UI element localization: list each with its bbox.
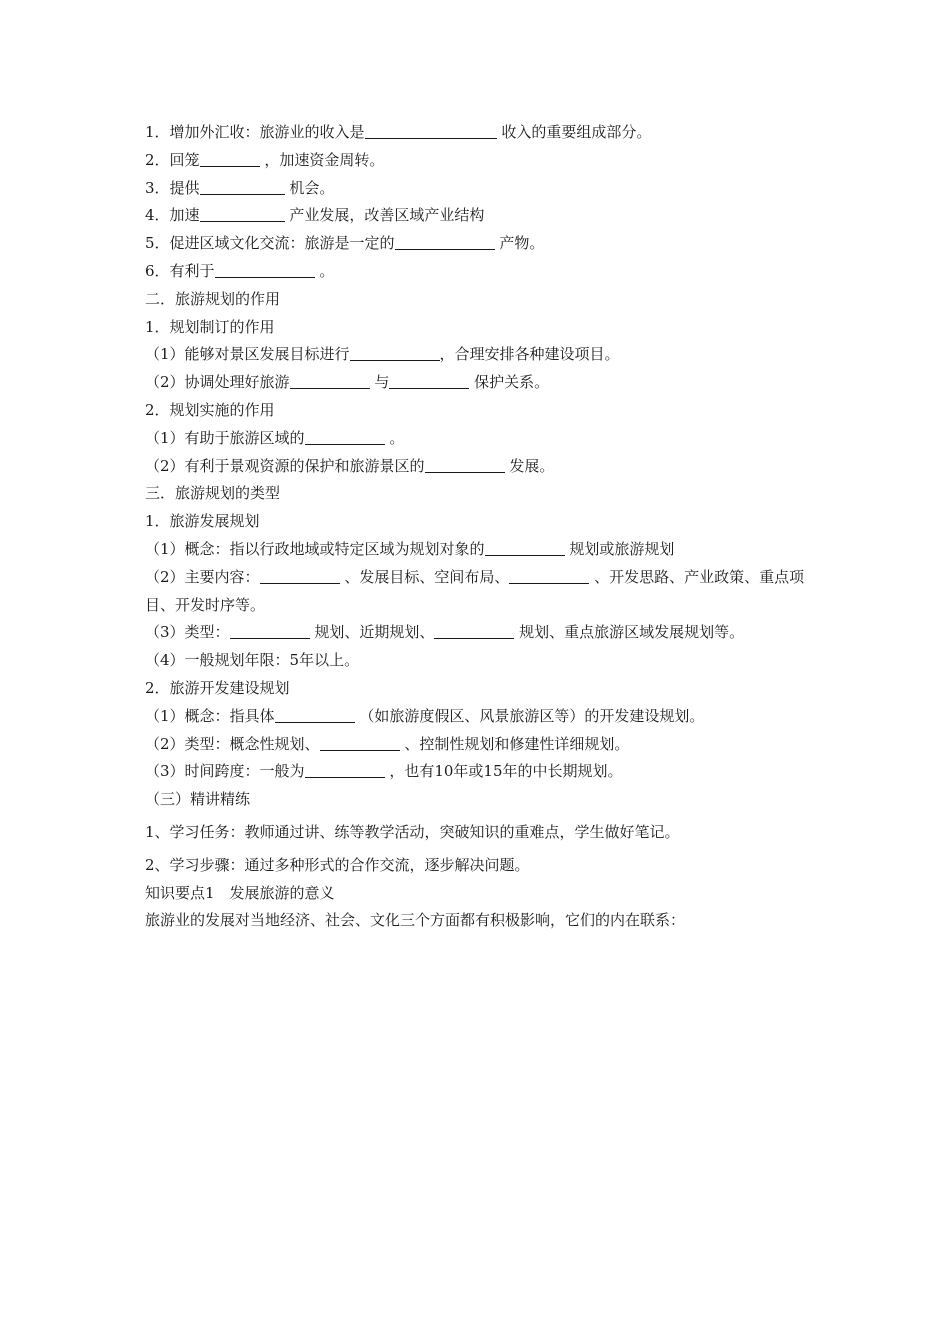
point-text-end: 。: [384, 428, 405, 447]
fill-blank[interactable]: [320, 733, 400, 751]
item-5: [145, 230, 825, 258]
point-text: （3）类型：: [145, 623, 230, 642]
item-1-text-end: 收入的重要组成部分。: [496, 123, 652, 141]
item-3-text-end: 机会。: [284, 178, 335, 197]
item-4-text-end: 产业发展，改善区域产业结构: [284, 206, 485, 225]
item-5-text-end: 产物。: [494, 234, 545, 253]
point-text: （1）概念：指以行政地域或特定区域为规划对象的: [145, 539, 485, 558]
section-2-point-1: [145, 341, 825, 369]
point-text-end: 、开发思路、产业政策、重点项目、开发时序等。: [145, 567, 805, 614]
point-text: （1）概念：指具体: [145, 706, 275, 725]
item-2-text-end: ，加速资金周转。: [259, 150, 385, 169]
item-4-text: 4．加速: [145, 206, 200, 225]
point-text-mid: 规划、近期规划、: [309, 623, 435, 642]
point-text-end: （如旅游度假区、风景旅游区等）的开发建设规划。: [354, 706, 705, 725]
item-6-text: 6．有利于: [145, 261, 215, 280]
fill-blank[interactable]: [305, 760, 385, 778]
fill-blank[interactable]: [275, 705, 355, 723]
point-text: （2）主要内容：: [145, 567, 260, 586]
section-3-point-5: [145, 703, 825, 731]
item-2-text: 2．回笼: [145, 150, 200, 169]
item-6: [145, 258, 825, 286]
section-3-point-1: [145, 536, 825, 564]
section-3-point-4: （4）一般规划年限：5年以上。: [145, 651, 360, 670]
fill-blank[interactable]: [260, 566, 340, 584]
point-text: （1）能够对景区发展目标进行: [145, 345, 350, 364]
section-3-heading: 三．旅游规划的类型: [145, 484, 281, 503]
fill-blank[interactable]: [230, 621, 310, 639]
section-3-point-7: [145, 758, 825, 786]
item-6-text-end: 。: [314, 261, 335, 280]
section-2-point-2: [145, 369, 825, 397]
section-4-heading: （三）精讲精练: [145, 790, 251, 809]
fill-blank[interactable]: [509, 566, 589, 584]
item-1: [145, 119, 825, 147]
fill-blank[interactable]: [305, 427, 385, 445]
fill-blank[interactable]: [485, 538, 565, 556]
fill-blank[interactable]: [434, 621, 514, 639]
point-text-end: 、控制性规划和修建性详细规划。: [399, 734, 630, 753]
point-text-end: 规划或旅游规划: [564, 539, 675, 558]
section-3-sub-2: 2．旅游开发建设规划: [145, 678, 290, 697]
section-2-sub-2: 2．规划实施的作用: [145, 400, 275, 419]
section-3-sub-1: 1．旅游发展规划: [145, 512, 260, 531]
knowledge-point-intro: 旅游业的发展对当地经济、社会、文化三个方面都有积极影响，它们的内在联系：: [145, 911, 686, 930]
point-text: （3）时间跨度：一般为: [145, 762, 305, 781]
item-1-text: 1．增加外汇收：旅游业的收入是: [145, 123, 365, 141]
section-3-point-6: [145, 731, 825, 759]
fill-blank[interactable]: [365, 121, 497, 139]
fill-blank[interactable]: [200, 149, 260, 167]
point-text: （2）协调处理好旅游: [145, 373, 290, 392]
point-text-end: ，也有10年或15年的中长期规划。: [384, 762, 623, 781]
point-text: （1）有助于旅游区域的: [145, 428, 305, 447]
learning-task: 1、学习任务：教师通过讲、练等教学活动，突破知识的重难点，学生做好笔记。: [145, 822, 680, 841]
fill-blank[interactable]: [200, 177, 285, 195]
point-text-end: 规划、重点旅游区域发展规划等。: [514, 623, 745, 642]
point-text-mid: 与: [369, 373, 390, 392]
learning-steps: 2、学习步骤：通过多种形式的合作交流，逐步解决问题。: [145, 855, 530, 874]
fill-blank[interactable]: [215, 260, 315, 278]
document-page: [145, 119, 825, 935]
fill-blank[interactable]: [389, 371, 469, 389]
section-2-sub-1: 1．规划制订的作用: [145, 317, 275, 336]
item-3: [145, 175, 825, 203]
fill-blank[interactable]: [425, 455, 505, 473]
fill-blank[interactable]: [290, 371, 370, 389]
knowledge-point-title: 知识要点1 发展旅游的意义: [145, 883, 335, 902]
item-4: [145, 202, 825, 230]
point-text: （2）类型：概念性规划、: [145, 734, 320, 753]
section-2-point-3: [145, 425, 825, 453]
point-text-end: 保护关系。: [469, 373, 550, 392]
point-text: （2）有利于景观资源的保护和旅游景区的: [145, 456, 425, 475]
section-3-point-2: [145, 564, 825, 620]
point-text-end: ，合理安排各种建设项目。: [439, 345, 620, 364]
item-2: [145, 147, 825, 175]
fill-blank[interactable]: [200, 204, 285, 222]
point-text-mid: 、发展目标、空间布局、: [339, 567, 510, 586]
item-3-text: 3．提供: [145, 178, 200, 197]
section-2-heading: 二．旅游规划的作用: [145, 289, 281, 308]
section-2-point-4: [145, 453, 825, 481]
fill-blank[interactable]: [395, 232, 495, 250]
item-5-text: 5．促进区域文化交流：旅游是一定的: [145, 234, 395, 253]
point-text-end: 发展。: [504, 456, 555, 475]
section-3-point-3: [145, 619, 825, 647]
fill-blank[interactable]: [350, 343, 440, 361]
